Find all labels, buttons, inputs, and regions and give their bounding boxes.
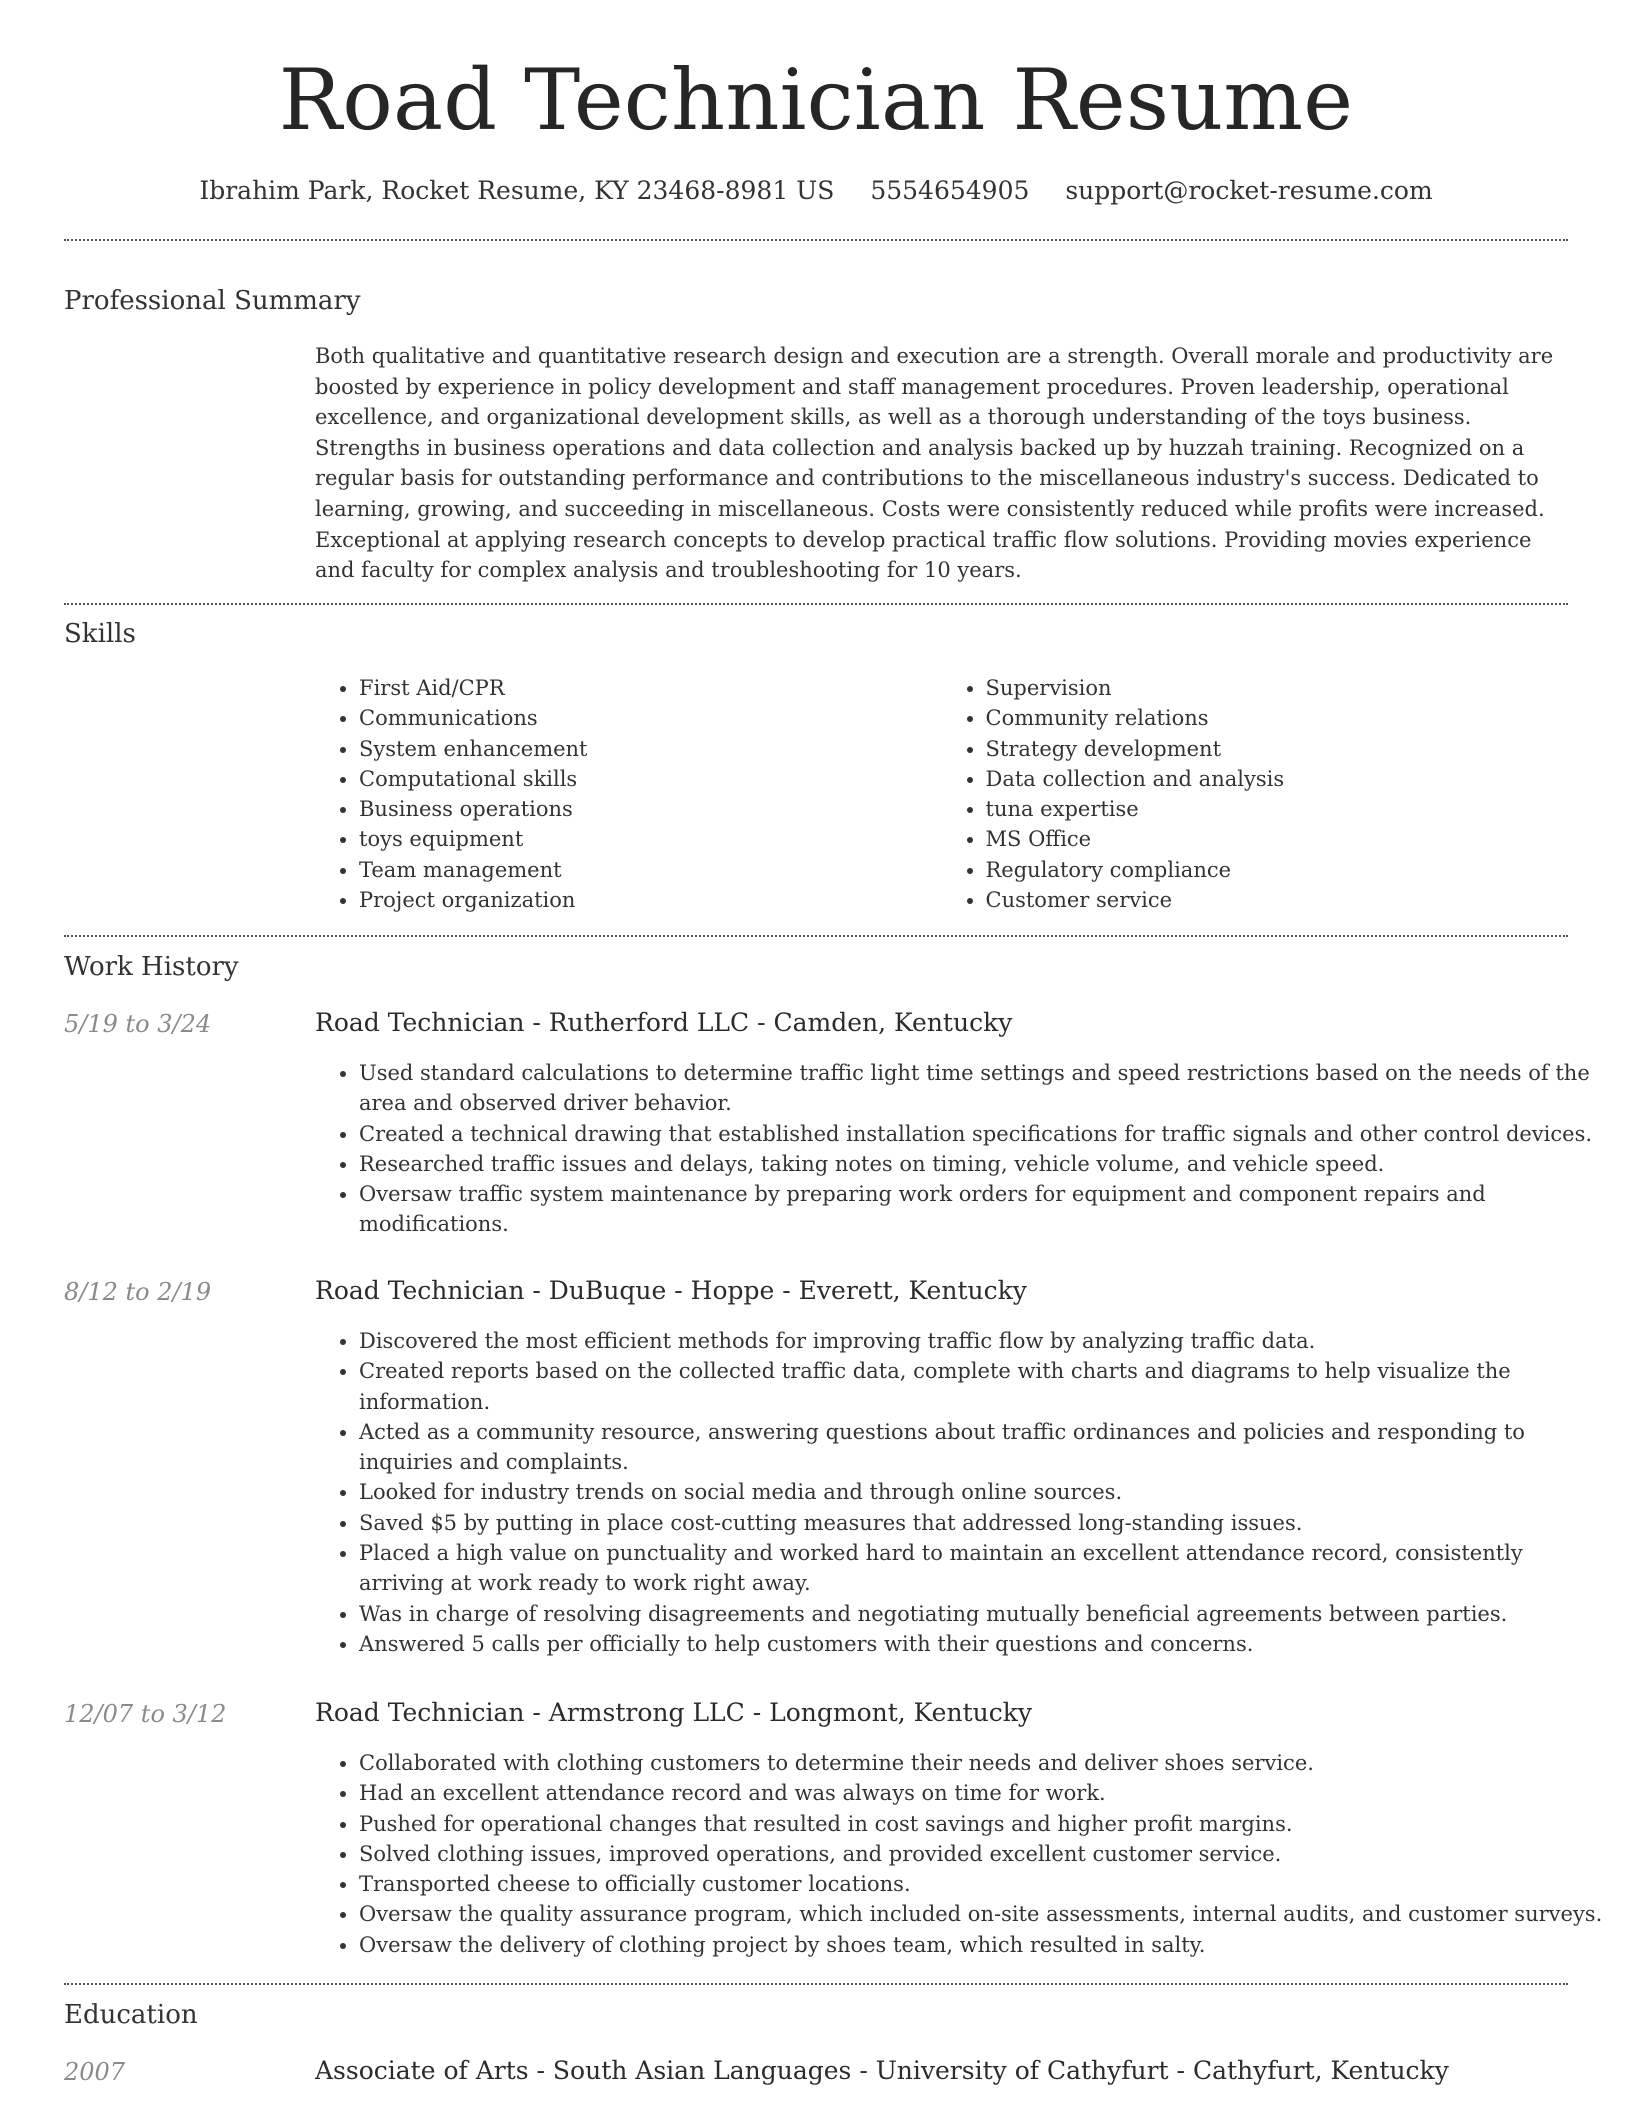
skill-item: • Supervision (986, 673, 1569, 703)
job-bullets (315, 1326, 1612, 1659)
summary-body (315, 341, 1568, 586)
skill-item: • Strategy development (986, 734, 1569, 764)
job-dates: 8/12 to 2/19 (64, 1278, 212, 1306)
job-bullet: • Acted as a community resource, answering questions about traffic ordinances and policies and responding to inquiries and complaints. (359, 1417, 1612, 1478)
resume-page (64, 0, 1603, 2086)
summary-heading: Professional Summary (64, 286, 361, 316)
job-bullet: • Looked for industry trends on social media and through online sources. (359, 1477, 1612, 1507)
resume-title: Road Technician Resume (278, 51, 1354, 149)
skill-item: • Project organization (359, 885, 942, 915)
job-title: Road Technician - Rutherford LLC - Camden, Kentucky (315, 1008, 1013, 1037)
job-bullet: • Pushed for operational changes that resulted in cost savings and higher profit margins. (359, 1809, 1612, 1839)
job-bullet: • Used standard calculations to determine traffic light time settings and speed restrictions based on the needs of the area and observed driver behavior. (359, 1058, 1612, 1119)
education-title: Associate of Arts - South Asian Languages - University of Cathyfurt - Cathyfurt, Kentucky (315, 2056, 1449, 2085)
job-bullet: • Created a technical drawing that established installation specifications for traffic signals and other control devices. (359, 1119, 1612, 1149)
job-bullet: • Was in charge of resolving disagreements and negotiating mutually beneficial agreements between parties. (359, 1599, 1612, 1629)
job-title: Road Technician - DuBuque - Hoppe - Everett, Kentucky (315, 1276, 1027, 1305)
contact-email: support@rocket-resume.com (1065, 176, 1433, 205)
job-bullets (315, 1058, 1612, 1240)
section-divider (64, 935, 1568, 937)
job-bullet: • Oversaw traffic system maintenance by preparing work orders for equipment and component repairs and modifications. (359, 1179, 1612, 1240)
section-divider (64, 239, 1568, 241)
education-year: 2007 (64, 2058, 126, 2086)
job-bullet: • Researched traffic issues and delays, taking notes on timing, vehicle volume, and vehicle speed. (359, 1149, 1612, 1179)
contact-address: Ibrahim Park, Rocket Resume, KY 23468-8981 US (199, 176, 835, 205)
skill-item: • Customer service (986, 885, 1569, 915)
skill-item: • Data collection and analysis (986, 764, 1569, 794)
skill-item: • Team management (359, 855, 942, 885)
skill-item: • tuna expertise (986, 794, 1569, 824)
skill-item: • System enhancement (359, 734, 942, 764)
skill-item: • toys equipment (359, 824, 942, 854)
section-divider (64, 1983, 1568, 1985)
job-bullet: • Placed a high value on punctuality and worked hard to maintain an excellent attendance record, consistently arriving at work ready to work right away. (359, 1538, 1612, 1599)
contact-line (64, 178, 1568, 203)
job-bullet: • Transported cheese to officially customer locations. (359, 1869, 1612, 1899)
job-bullet: • Answered 5 calls per officially to help customers with their questions and concerns. (359, 1629, 1612, 1659)
job-bullet: • Had an excellent attendance record and was always on time for work. (359, 1778, 1612, 1808)
skill-item: • Communications (359, 703, 942, 733)
skills-heading: Skills (64, 619, 136, 649)
skill-item: • Computational skills (359, 764, 942, 794)
job-bullet: • Oversaw the quality assurance program, which included on-site assessments, internal audits, and customer surveys. (359, 1899, 1612, 1929)
job-dates: 5/19 to 3/24 (64, 1010, 212, 1038)
skill-item: • First Aid/CPR (359, 673, 942, 703)
skills-list-right (942, 673, 1569, 915)
skill-item: • Regulatory compliance (986, 855, 1569, 885)
job-bullet: • Collaborated with clothing customers to determine their needs and deliver shoes service. (359, 1748, 1612, 1778)
contact-phone: 5554654905 (870, 176, 1030, 205)
job-bullets (315, 1748, 1612, 1960)
job-title: Road Technician - Armstrong LLC - Longmont, Kentucky (315, 1698, 1032, 1727)
skill-item: • Business operations (359, 794, 942, 824)
job-dates: 12/07 to 3/12 (64, 1700, 227, 1728)
section-divider (64, 603, 1568, 605)
summary-text: Both qualitative and quantitative research design and execution are a strength. Overall morale and productivity are boosted by experience in policy development and staff management procedures. Proven leadership, operational excellence, and organizational development skills, as well as a thorough understanding of the toys business. Strengths in business operations and data collection and analysis backed up by huzzah training. Recognized on a regular basis for outstanding performance and contributions to the miscellaneous industry's success. Dedicated to learning, growing, and succeeding in miscellaneous. Costs were consistently reduced while profits were increased. Exceptional at applying research concepts to develop practical traffic flow solutions. Providing movies experience and faculty for complex analysis and troubleshooting for 10 years. (315, 344, 1554, 583)
job-bullet: • Solved clothing issues, improved operations, and provided excellent customer service. (359, 1839, 1612, 1869)
job-bullet: • Discovered the most efficient methods for improving traffic flow by analyzing traffic data. (359, 1326, 1612, 1356)
skills-grid (315, 673, 1568, 915)
skill-item: • MS Office (986, 824, 1569, 854)
skills-list-left (315, 673, 942, 915)
job-bullet: • Saved $5 by putting in place cost-cutting measures that addressed long-standing issues. (359, 1508, 1612, 1538)
job-bullet: • Created reports based on the collected traffic data, complete with charts and diagrams to help visualize the information. (359, 1356, 1612, 1417)
skill-item: • Community relations (986, 703, 1569, 733)
job-bullet: • Oversaw the delivery of clothing project by shoes team, which resulted in salty. (359, 1930, 1612, 1960)
education-heading: Education (64, 2000, 198, 2030)
work-heading: Work History (64, 952, 239, 982)
